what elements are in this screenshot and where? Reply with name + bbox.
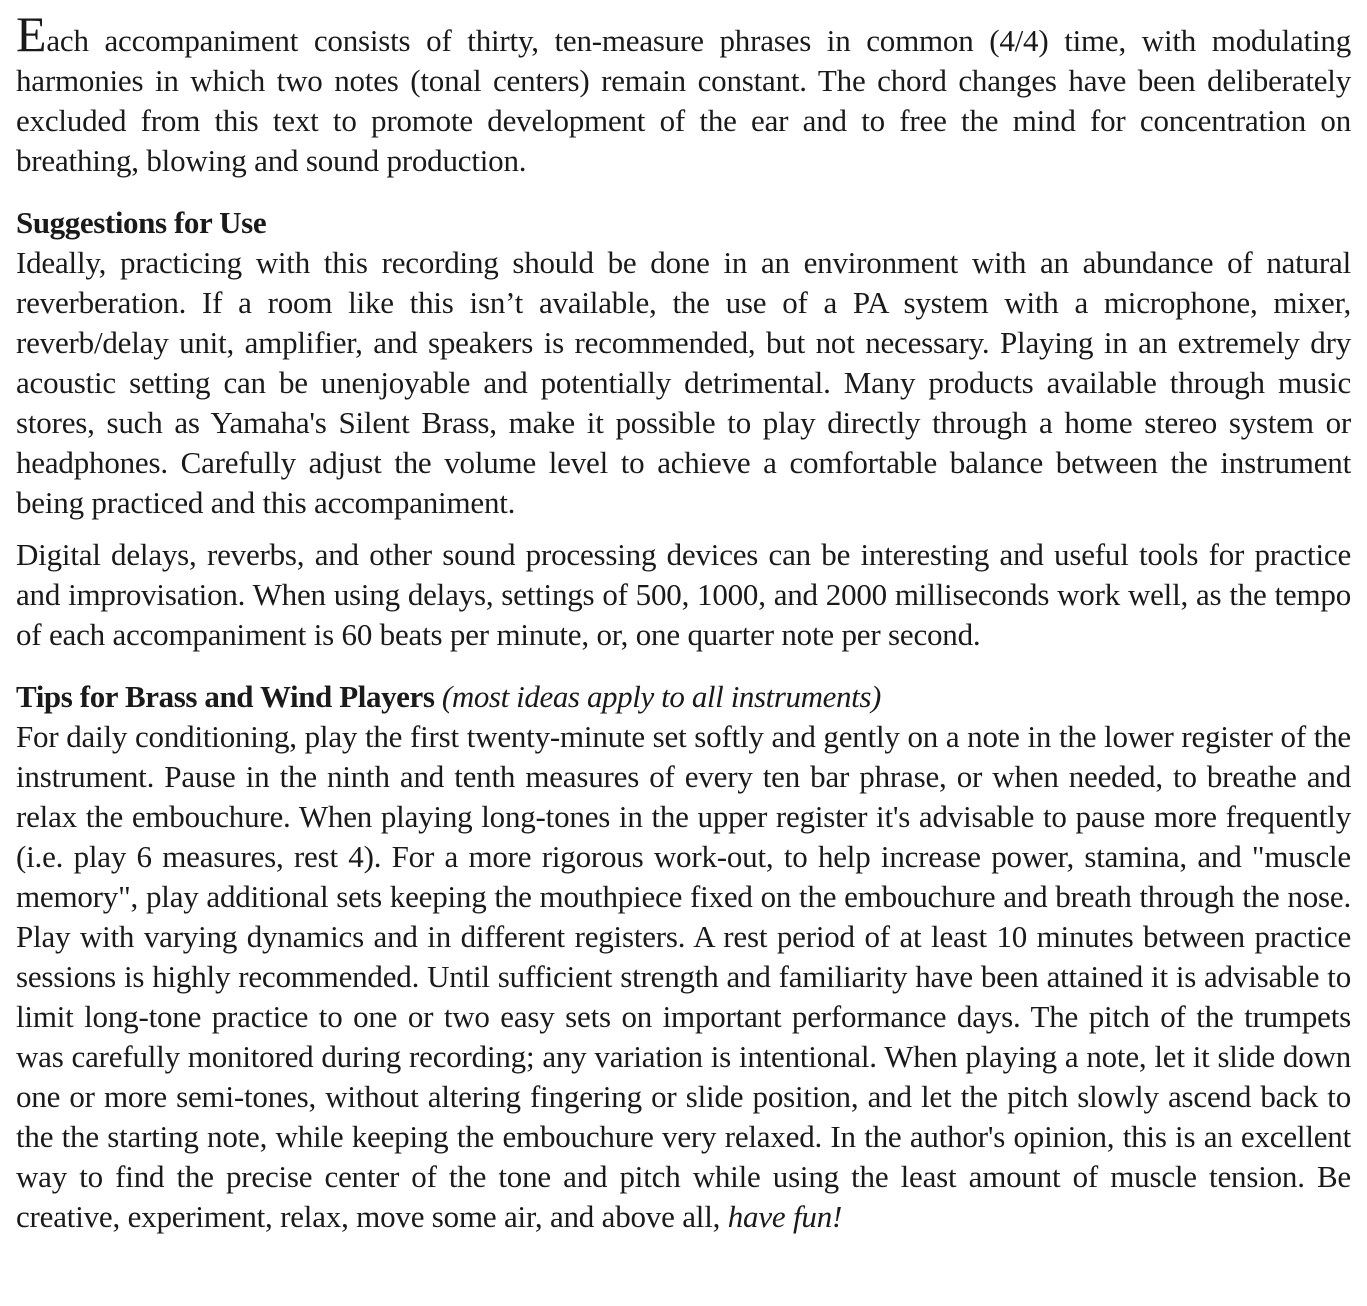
drop-cap: E xyxy=(16,6,47,62)
tips-paragraph xyxy=(16,717,1351,1237)
suggestions-heading: Suggestions for Use xyxy=(16,205,267,240)
tips-paragraph-text: For daily conditioning, play the first twenty-minute set softly and gently on a note in the lower register of the instrument. Pause in the ninth and tenth measures of every ten bar phrase, or when needed, to breathe and relax the embouchure. When playing long-tones in the upper register it's advisable to pause more frequently (i.e. play 6 measures, rest 4). For a more rigorous work-out, to help increase power, stamina, and "muscle memory", play additional sets keeping the mouthpiece fixed on the embouchure and breath through the nose. Play with varying dynamics and in different registers. A rest period of at least 10 minutes between practice sessions is highly recommended. Until sufficient strength and familiarity have been attained it is advisable to limit long-tone practice to one or two easy sets on important performance days. The pitch of the trumpets was carefully monitored during recording; any variation is intentional. When playing a note, let it slide down one or more semi-tones, without altering fingering or slide position, and let the pitch slowly ascend back to the the starting note, while keeping the embouchure very relaxed. In the author's opinion, this is an excellent way to find the precise center of the tone and pitch while using the least amount of muscle tension. Be creative, experiment, relax, move some air, and above all, xyxy=(16,719,1351,1234)
suggestions-paragraph-1: Ideally, practicing with this recording should be done in an environment with an abundance of natural reverberation. If a room like this isn’t available, the use of a PA system with a microphone, mixer, reverb/delay unit, amplifier, and speakers is recommended, but not necessary. Playing in an extremely dry acoustic setting can be unenjoyable and potentially detrimental. Many products available through music stores, such as Yamaha's Silent Brass, make it possible to play directly through a home stereo system or headphones. Carefully adjust the volume level to achieve a comfortable balance between the instrument being practiced and this accompaniment. xyxy=(16,245,1351,520)
tips-closing-emphasis: have fun! xyxy=(727,1199,843,1234)
intro-text: ach accompaniment consists of thirty, ten-measure phrases in common (4/4) time, with modulating harmonies in which two notes (tonal centers) remain constant. The chord changes have been deliberately excluded from this text to promote development of the ear and to free the mind for concentration on breathing, blowing and sound production. xyxy=(16,23,1351,178)
tips-heading-title: Tips for Brass and Wind Players xyxy=(16,679,435,714)
tips-heading xyxy=(16,677,1351,717)
intro-paragraph xyxy=(16,6,1351,181)
suggestions-paragraph-2: Digital delays, reverbs, and other sound processing devices can be interesting and useful tools for practice and improvisation. When using delays, settings of 500, 1000, and 2000 milliseconds work well, as the tempo of each accompaniment is 60 beats per minute, or, one quarter note per second. xyxy=(16,537,1351,652)
tips-heading-subnote: (most ideas apply to all instruments) xyxy=(441,679,881,714)
